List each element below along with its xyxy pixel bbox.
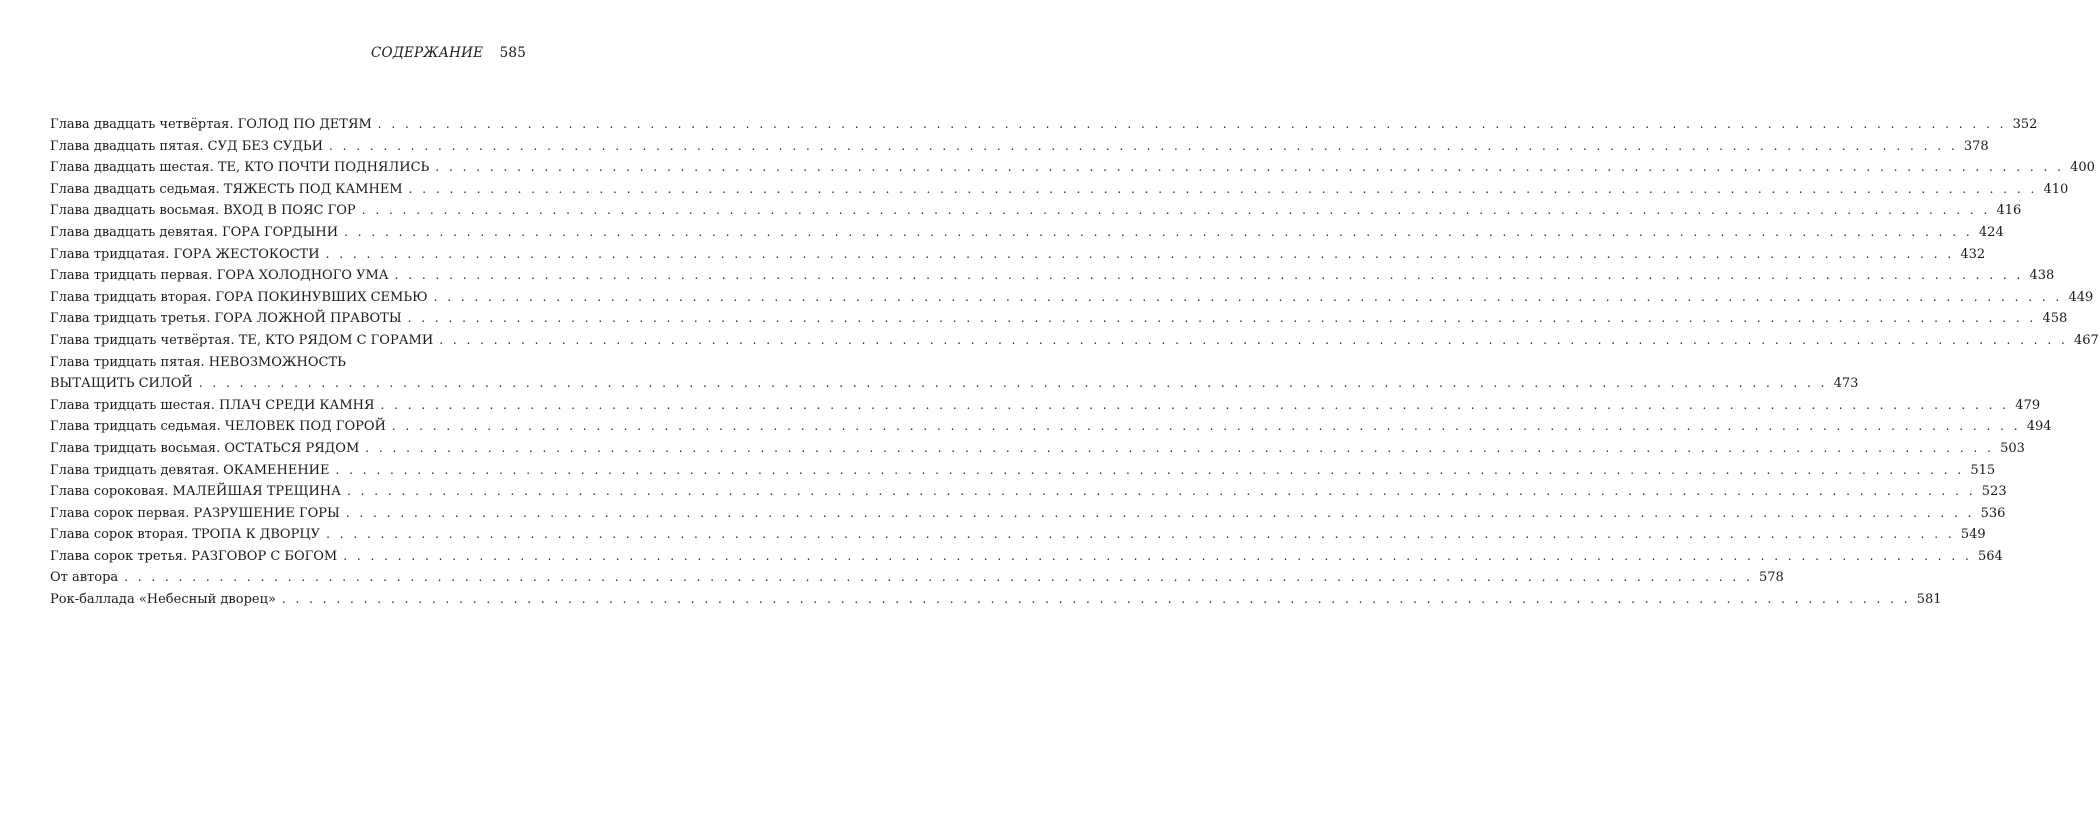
running-header bbox=[371, 45, 526, 61]
toc-entry bbox=[50, 114, 2038, 136]
toc-line bbox=[50, 308, 2068, 330]
dot-leader: . . . . . . . . . . . . . . . . . . . . . . . . . . . . . . . . . . . . . . . . . . . . . . . . . . . . . . . . . . . . . . . . . . . . . . . . . . . . . . . . . . . . . . . . . . . . . . . . . . . . . . . . . . . . . . . . . . . . . . . . bbox=[365, 440, 1994, 455]
toc-line bbox=[50, 222, 2004, 244]
toc-page-number: 494 bbox=[2026, 419, 2052, 435]
toc-line bbox=[50, 200, 2022, 222]
toc-title: Глава тридцать первая. ГОРА ХОЛОДНОГО УМА bbox=[50, 268, 389, 284]
toc-entry bbox=[50, 222, 2004, 244]
dot-leader: . . . . . . . . . . . . . . . . . . . . . . . . . . . . . . . . . . . . . . . . . . . . . . . . . . . . . . . . . . . . . . . . . . . . . . . . . . . . . . . . . . . . . . . . . . . . . . . . . . . . . . . . . . . . . . . . . . . . . . . . bbox=[281, 592, 1911, 607]
toc-page-number: 564 bbox=[1978, 548, 2003, 564]
toc-title: Глава тридцать девятая. ОКАМЕНЕНИЕ bbox=[50, 462, 330, 478]
dot-leader: . . . . . . . . . . . . . . . . . . . . . . . . . . . . . . . . . . . . . . . . . . . . . . . . . . . . . . . . . . . . . . . . . . . . . . . . . . . . . . . . . . . . . . . . . . . . . . . . . . . . . . . . . . . . . . . . . . . . . . . . bbox=[435, 160, 2064, 175]
toc-entry bbox=[50, 352, 1859, 395]
toc-line bbox=[50, 481, 2007, 503]
toc-title: Глава двадцать девятая. ГОРА ГОРДЫНИ bbox=[50, 224, 339, 240]
toc-title: Глава двадцать седьмая. ТЯЖЕСТЬ ПОД КАМНЕМ bbox=[50, 181, 403, 197]
toc-entry bbox=[50, 157, 2095, 179]
toc-title: Глава двадцать пятая. СУД БЕЗ СУДЬИ bbox=[50, 138, 324, 154]
toc-line bbox=[50, 567, 1784, 589]
toc-title: Глава двадцать восьмая. ВХОД В ПОЯС ГОР bbox=[50, 203, 356, 219]
section-title: СОДЕРЖАНИЕ bbox=[371, 45, 484, 61]
toc-title: Глава тридцать седьмая. ЧЕЛОВЕК ПОД ГОРОЙ bbox=[50, 419, 386, 435]
toc-entry bbox=[50, 265, 2055, 287]
toc-page-number: 416 bbox=[1996, 203, 2022, 219]
toc-page-number: 578 bbox=[1758, 570, 1784, 586]
toc-title: Глава сорок вторая. ТРОПА К ДВОРЦУ bbox=[50, 527, 321, 543]
toc-title: Глава сорок третья. РАЗГОВОР С БОГОМ bbox=[50, 548, 338, 564]
dot-leader: . . . . . . . . . . . . . . . . . . . . . . . . . . . . . . . . . . . . . . . . . . . . . . . . . . . . . . . . . . . . . . . . . . . . . . . . . . . . . . . . . . . . . . . . . . . . . . . . . . . . . . . . . . . . . . . . . . . . . . . . bbox=[346, 484, 1976, 499]
toc-entry bbox=[50, 524, 1986, 546]
toc-page-number: 400 bbox=[2070, 160, 2095, 176]
table-of-contents bbox=[50, 114, 2099, 611]
toc-entry bbox=[50, 308, 2068, 330]
toc-line bbox=[50, 546, 2003, 568]
toc-line bbox=[50, 460, 1996, 482]
toc-entry bbox=[50, 136, 1989, 158]
toc-line bbox=[50, 179, 2069, 201]
toc-page-number: 581 bbox=[1916, 592, 1942, 608]
toc-line bbox=[50, 157, 2095, 179]
toc-entry bbox=[50, 416, 2052, 438]
toc-entry bbox=[50, 200, 2022, 222]
toc-title: Глава двадцать шестая. ТЕ, КТО ПОЧТИ ПОДНЯЛИСЬ bbox=[50, 160, 430, 176]
toc-line bbox=[50, 395, 2041, 417]
toc-title: Рок-баллада «Небесный дворец» bbox=[50, 592, 276, 608]
toc-page-number: 503 bbox=[2000, 440, 2025, 456]
toc-title: Глава тридцать восьмая. ОСТАТЬСЯ РЯДОМ bbox=[50, 440, 360, 456]
toc-page-number: 479 bbox=[2015, 397, 2041, 413]
dot-leader: . . . . . . . . . . . . . . . . . . . . . . . . . . . . . . . . . . . . . . . . . . . . . . . . . . . . . . . . . . . . . . . . . . . . . . . . . . . . . . . . . . . . . . . . . . . . . . . . . . . . . . . . . . . . . . . . . . . . . . . . bbox=[335, 462, 1965, 477]
toc-entry bbox=[50, 460, 1996, 482]
toc-line bbox=[50, 352, 506, 374]
toc-entry bbox=[50, 546, 2003, 568]
toc-title: Глава тридцать третья. ГОРА ЛОЖНОЙ ПРАВОТЫ bbox=[50, 311, 402, 327]
toc-line bbox=[50, 503, 2006, 525]
toc-page-number: 458 bbox=[2042, 311, 2068, 327]
toc-line bbox=[50, 244, 1986, 266]
dot-leader: . . . . . . . . . . . . . . . . . . . . . . . . . . . . . . . . . . . . . . . . . . . . . . . . . . . . . . . . . . . . . . . . . . . . . . . . . . . . . . . . . . . . . . . . . . . . . . . . . . . . . . . . . . . . . . . . . . . . . . . . bbox=[345, 505, 1975, 520]
toc-page-number: 449 bbox=[2068, 289, 2094, 305]
toc-entry bbox=[50, 287, 2094, 309]
toc-title: Глава тридцать вторая. ГОРА ПОКИНУВШИХ СЕМЬЮ bbox=[50, 289, 428, 305]
toc-title: Глава тридцать четвёртая. ТЕ, КТО РЯДОМ С ГОРАМИ bbox=[50, 332, 434, 348]
toc-entry bbox=[50, 438, 2025, 460]
toc-entry bbox=[50, 330, 2099, 352]
dot-leader: . . . . . . . . . . . . . . . . . . . . . . . . . . . . . . . . . . . . . . . . . . . . . . . . . . . . . . . . . . . . . . . . . . . . . . . . . . . . . . . . . . . . . . . . . . . . . . . . . . . . . . . . . . . . . . . . . . . . . . . . bbox=[408, 181, 2038, 196]
dot-leader: . . . . . . . . . . . . . . . . . . . . . . . . . . . . . . . . . . . . . . . . . . . . . . . . . . . . . . . . . . . . . . . . . . . . . . . . . . . . . . . . . . . . . . . . . . . . . . . . . . . . . . . . . . . . . . . . . . . . . . . . bbox=[377, 117, 2007, 131]
toc-page-number: 438 bbox=[2029, 268, 2055, 284]
dot-leader: . . . . . . . . . . . . . . . . . . . . . . . . . . . . . . . . . . . . . . . . . . . . . . . . . . . . . . . . . . . . . . . . . . . . . . . . . . . . . . . . . . . . . . . . . . . . . . . . . . . . . . . . . . . . . . . . . . . . . . . . bbox=[344, 224, 1973, 239]
toc-page-number: 515 bbox=[1970, 462, 1996, 478]
toc-page-number: 549 bbox=[1960, 527, 1986, 543]
toc-title: ВЫТАЩИТЬ СИЛОЙ bbox=[50, 376, 193, 392]
toc-page-number: 467 bbox=[2074, 332, 2099, 348]
toc-page-number: 536 bbox=[1980, 505, 2006, 521]
dot-leader: . . . . . . . . . . . . . . . . . . . . . . . . . . . . . . . . . . . . . . . . . . . . . . . . . . . . . . . . . . . . . . . . . . . . . . . . . . . . . . . . . . . . . . . . . . . . . . . . . . . . . . . . . . . . . . . . . . . . . . . . bbox=[391, 419, 2021, 434]
toc-line bbox=[50, 373, 1859, 395]
page-number: 585 bbox=[499, 45, 526, 61]
toc-line bbox=[50, 589, 1942, 611]
toc-page-number: 424 bbox=[1978, 224, 2004, 240]
toc-page-number: 523 bbox=[1981, 484, 2007, 500]
toc-page-number: 352 bbox=[2012, 117, 2038, 132]
dot-leader: . . . . . . . . . . . . . . . . . . . . . . . . . . . . . . . . . . . . . . . . . . . . . . . . . . . . . . . . . . . . . . . . . . . . . . . . . . . . . . . . . . . . . . . . . . . . . . . . . . . . . . . . . . . . . . . . . . . . . . . . bbox=[124, 570, 1753, 585]
toc-line bbox=[50, 330, 2099, 352]
toc-title: Глава сороковая. МАЛЕЙШАЯ ТРЕЩИНА bbox=[50, 484, 341, 500]
toc-line bbox=[50, 287, 2094, 309]
toc-line bbox=[50, 114, 2038, 136]
toc-page-number: 432 bbox=[1960, 246, 1986, 262]
dot-leader: . . . . . . . . . . . . . . . . . . . . . . . . . . . . . . . . . . . . . . . . . . . . . . . . . . . . . . . . . . . . . . . . . . . . . . . . . . . . . . . . . . . . . . . . . . . . . . . . . . . . . . . . . . . . . . . . . . . . . . . . bbox=[439, 332, 2068, 347]
dot-leader: . . . . . . . . . . . . . . . . . . . . . . . . . . . . . . . . . . . . . . . . . . . . . . . . . . . . . . . . . . . . . . . . . . . . . . . . . . . . . . . . . . . . . . . . . . . . . . . . . . . . . . . . . . . . . . . . . . . . . . . . bbox=[394, 268, 2024, 283]
toc-line bbox=[50, 438, 2025, 460]
toc-title: Глава сорок первая. РАЗРУШЕНИЕ ГОРЫ bbox=[50, 505, 340, 521]
dot-leader: . . . . . . . . . . . . . . . . . . . . . . . . . . . . . . . . . . . . . . . . . . . . . . . . . . . . . . . . . . . . . . . . . . . . . . . . . . . . . . . . . . . . . . . . . . . . . . . . . . . . . . . . . . . . . . . . . . . . . . . . bbox=[343, 548, 1972, 563]
toc-line bbox=[50, 416, 2052, 438]
toc-title: Глава тридцать пятая. НЕВОЗМОЖНОСТЬ bbox=[50, 354, 346, 370]
dot-leader: . . . . . . . . . . . . . . . . . . . . . . . . . . . . . . . . . . . . . . . . . . . . . . . . . . . . . . . . . . . . . . . . . . . . . . . . . . . . . . . . . . . . . . . . . . . . . . . . . . . . . . . . . . . . . . . . . . . . . . . . bbox=[407, 311, 2037, 326]
dot-leader: . . . . . . . . . . . . . . . . . . . . . . . . . . . . . . . . . . . . . . . . . . . . . . . . . . . . . . . . . . . . . . . . . . . . . . . . . . . . . . . . . . . . . . . . . . . . . . . . . . . . . . . . . . . . . . . . . . . . . . . . bbox=[433, 289, 2063, 304]
dot-leader: . . . . . . . . . . . . . . . . . . . . . . . . . . . . . . . . . . . . . . . . . . . . . . . . . . . . . . . . . . . . . . . . . . . . . . . . . . . . . . . . . . . . . . . . . . . . . . . . . . . . . . . . . . . . . . . . . . . . . . . . bbox=[325, 246, 1955, 261]
toc-line bbox=[50, 524, 1986, 546]
dot-leader: . . . . . . . . . . . . . . . . . . . . . . . . . . . . . . . . . . . . . . . . . . . . . . . . . . . . . . . . . . . . . . . . . . . . . . . . . . . . . . . . . . . . . . . . . . . . . . . . . . . . . . . . . . . . . . . . . . . . . . . . bbox=[361, 203, 1991, 218]
toc-entry bbox=[50, 589, 1942, 611]
toc-entry bbox=[50, 244, 1986, 266]
dot-leader: . . . . . . . . . . . . . . . . . . . . . . . . . . . . . . . . . . . . . . . . . . . . . . . . . . . . . . . . . . . . . . . . . . . . . . . . . . . . . . . . . . . . . . . . . . . . . . . . . . . . . . . . . . . . . . . . . . . . . . . . bbox=[326, 527, 1955, 542]
toc-entry bbox=[50, 481, 2007, 503]
dot-leader: . . . . . . . . . . . . . . . . . . . . . . . . . . . . . . . . . . . . . . . . . . . . . . . . . . . . . . . . . . . . . . . . . . . . . . . . . . . . . . . . . . . . . . . . . . . . . . . . . . . . . . . . . . . . . . . . . . . . . . . . bbox=[329, 138, 1958, 153]
toc-page-number: 410 bbox=[2043, 181, 2069, 197]
toc-line bbox=[50, 136, 1989, 158]
toc-title: Глава тридцатая. ГОРА ЖЕСТОКОСТИ bbox=[50, 246, 320, 262]
toc-page-number: 378 bbox=[1963, 138, 1989, 154]
dot-leader: . . . . . . . . . . . . . . . . . . . . . . . . . . . . . . . . . . . . . . . . . . . . . . . . . . . . . . . . . . . . . . . . . . . . . . . . . . . . . . . . . . . . . . . . . . . . . . . . . . . . . . . . . . . . . . . . . . . . . . . . bbox=[198, 376, 1828, 391]
toc-title: От автора bbox=[50, 570, 119, 586]
toc-page-number: 473 bbox=[1833, 376, 1859, 392]
toc-entry bbox=[50, 179, 2069, 201]
toc-entry bbox=[50, 395, 2041, 417]
dot-leader: . . . . . . . . . . . . . . . . . . . . . . . . . . . . . . . . . . . . . . . . . . . . . . . . . . . . . . . . . . . . . . . . . . . . . . . . . . . . . . . . . . . . . . . . . . . . . . . . . . . . . . . . . . . . . . . . . . . . . . . . bbox=[380, 397, 2010, 412]
toc-title: Глава тридцать шестая. ПЛАЧ СРЕДИ КАМНЯ bbox=[50, 397, 375, 413]
toc-line bbox=[50, 265, 2055, 287]
toc-entry bbox=[50, 567, 1784, 589]
toc-entry bbox=[50, 503, 2006, 525]
toc-title: Глава двадцать четвёртая. ГОЛОД ПО ДЕТЯМ bbox=[50, 117, 372, 132]
